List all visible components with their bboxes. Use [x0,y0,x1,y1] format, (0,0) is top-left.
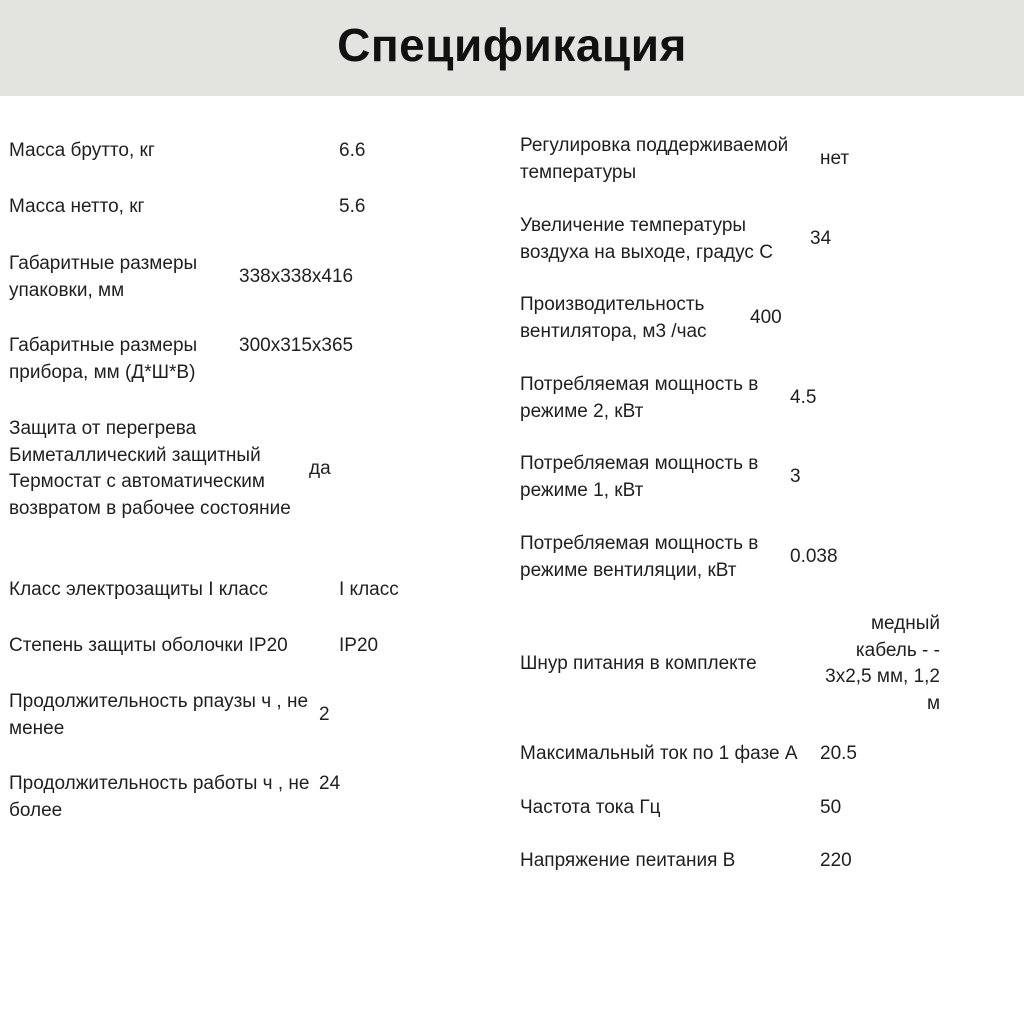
spec-value: 220 [820,850,852,871]
spec-value: 24 [319,773,341,794]
spec-row [9,771,495,824]
spec-value: нет [820,148,850,170]
spec-value: 5.6 [339,196,366,217]
spec-label: Класс электрозащиты I класс [9,579,268,600]
spec-label: Продолжительность работы ч , не более [9,773,310,821]
spec-row [9,138,495,165]
spec-value: I класс [339,579,399,600]
spec-value: 50 [820,797,842,818]
spec-value: 20.5 [820,743,857,764]
spec-label: Потребляемая мощность в режиме вентиляции, кВт [520,533,759,581]
spec-label: Увеличение температуры воздуха на выходе, градус С [520,215,773,263]
spec-row [520,133,990,186]
spec-label: Производительность вентилятора, м3 /час [520,294,707,342]
spec-label: Продолжительность рпаузы ч , не менее [9,691,309,739]
spec-label: Регулировка поддерживаемой температуры [520,135,789,183]
page-title: Спецификация [337,19,687,71]
spec-label: Потребляемая мощность в режиме 2, кВт [520,374,759,422]
spec-label: Частота тока Гц [520,797,661,818]
spec-label: Габаритные размеры упаковки, мм [9,253,198,301]
spec-row [520,372,990,425]
spec-value: IP20 [339,635,379,656]
spec-row [520,531,990,584]
spec-label: Напряжение пеитания В [520,850,736,871]
spec-value: 2 [319,704,330,726]
spec-value: 0.038 [790,546,838,568]
spec-row [520,213,990,266]
spec-row [520,848,990,875]
spec-value: 34 [810,228,832,250]
spec-row [9,689,495,742]
spec-value: 3 [790,466,801,488]
spec-row [520,451,990,504]
spec-label: Потребляемая мощность в режиме 1, кВт [520,453,759,501]
spec-row [9,194,495,221]
spec-label: Масса брутто, кг [9,140,155,161]
spec-row [520,292,990,345]
spec-label: Габаритные размеры прибора, мм (Д*Ш*В) [9,335,198,383]
spec-label: Защита от перегрева Биметаллический защитный Термостат с автоматическим возвратом в рабочее состояние [9,418,291,519]
spec-value: 338x338x416 [239,266,354,288]
spec-value: 300x315x365 [239,335,354,356]
spec-label: Максимальный ток по 1 фазе А [520,743,798,764]
spec-row [9,333,495,386]
header-bar [0,0,1024,96]
spec-row [9,577,495,604]
spec-value: да [309,457,331,479]
spec-row [520,741,990,768]
spec-row [9,251,495,304]
spec-value: 6.6 [339,140,366,161]
spec-row [9,416,495,522]
spec-row [520,611,990,717]
spec-row [9,633,495,660]
spec-label: Масса нетто, кг [9,196,145,217]
spec-row [520,795,990,822]
spec-label: Степень защиты оболочки IP20 [9,635,288,656]
spec-value: медный кабель - - 3x2,5 мм, 1,2 м [825,613,940,714]
spec-value: 400 [750,307,782,329]
spec-value: 4.5 [790,387,817,409]
spec-label: Шнур питания в комплекте [520,652,757,674]
